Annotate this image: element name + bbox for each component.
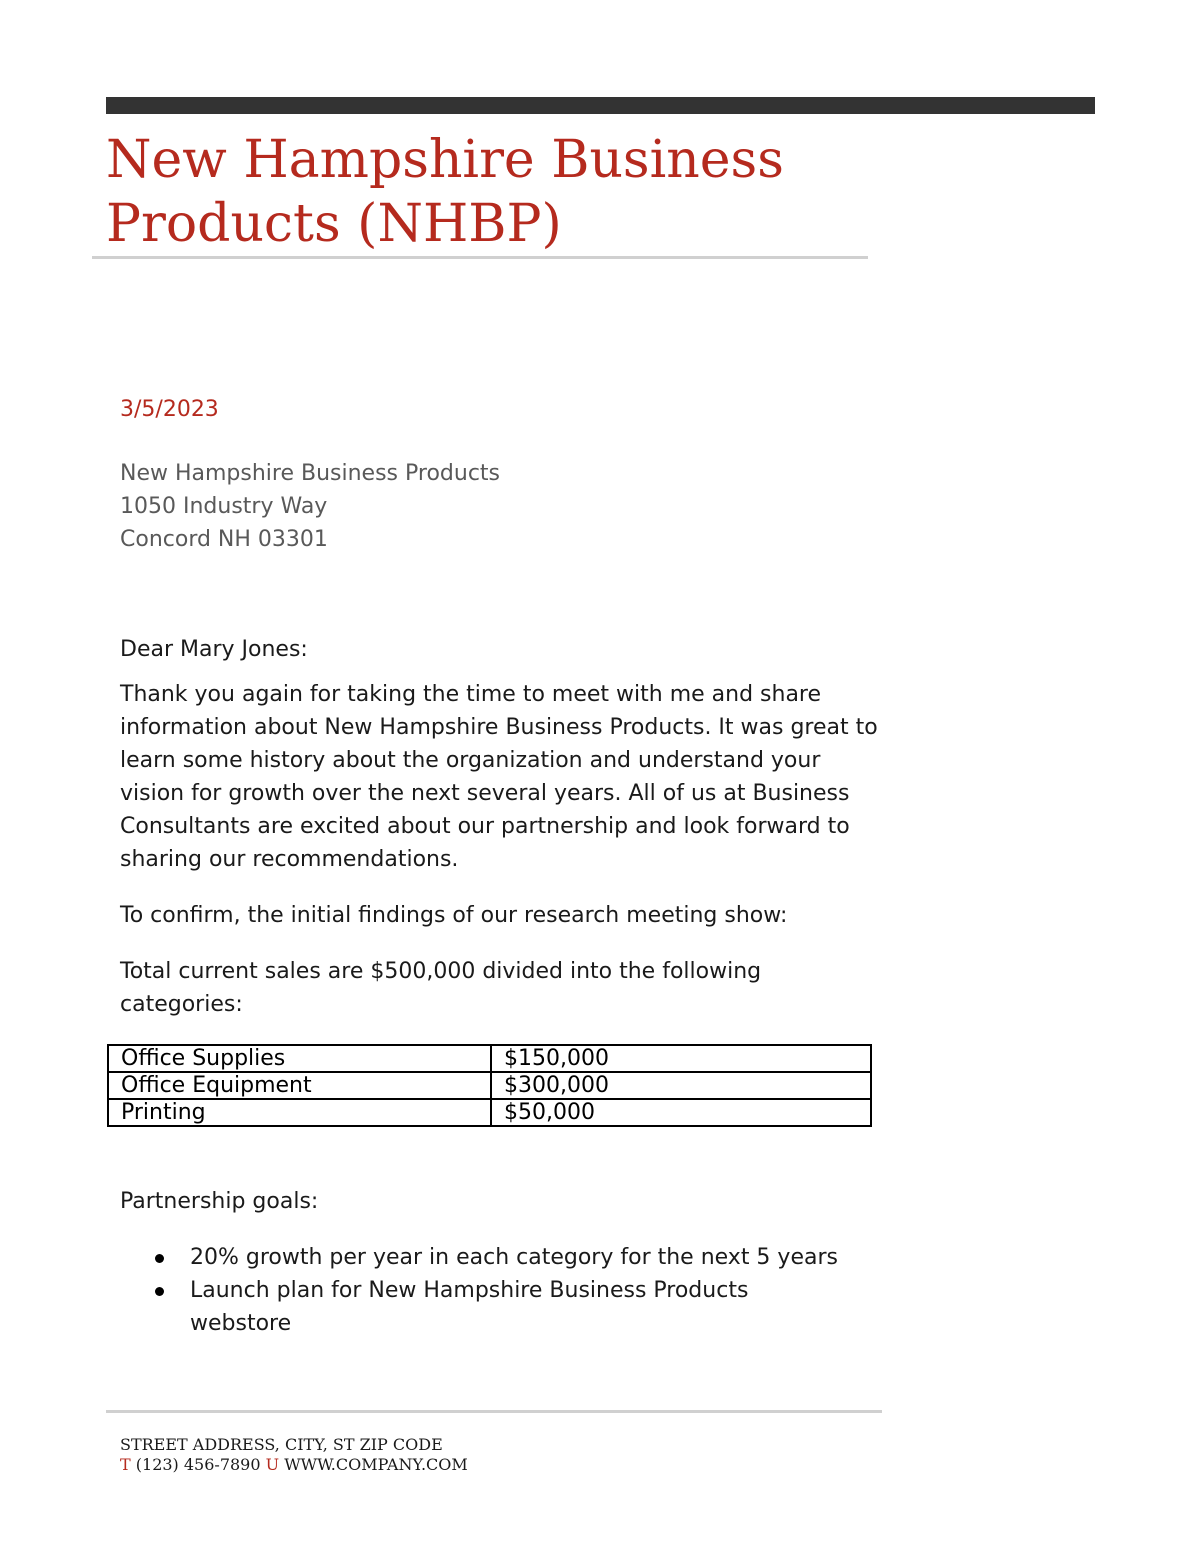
salutation: Dear Mary Jones: (120, 637, 308, 662)
footer (120, 1435, 468, 1475)
letter-date: 3/5/2023 (120, 397, 219, 422)
category-cell: Printing (108, 1099, 491, 1126)
recipient-city-line: Concord NH 03301 (120, 527, 328, 552)
footer-website: WWW.COMPANY.COM (284, 1455, 468, 1474)
goals-list (120, 1241, 840, 1340)
title-divider (92, 256, 868, 259)
footer-phone: (123) 456-7890 (135, 1455, 261, 1474)
findings-paragraph: To confirm, the initial findings of our research meeting show: (120, 903, 788, 928)
table-row (108, 1072, 871, 1099)
category-cell: Office Equipment (108, 1072, 491, 1099)
recipient-name: New Hampshire Business Products (120, 461, 501, 486)
intro-paragraph: Thank you again for taking the time to meet with me and share information about New Hampshire Business Products. It was great to learn some history about the organization and understand your vision for growth over the next several years. All of us at Business Consultants are excited about our partnership and look forward to sharing our recommendations. (120, 682, 878, 872)
recipient-address (120, 457, 500, 556)
footer-divider (106, 1410, 882, 1413)
bullet-icon (155, 1287, 164, 1296)
goals-label: Partnership goals: (120, 1189, 319, 1214)
sales-paragraph: Total current sales are $500,000 divided into the following categories: (120, 959, 762, 1017)
list-item (120, 1241, 840, 1274)
table-row (108, 1099, 871, 1126)
footer-address: STREET ADDRESS, CITY, ST ZIP CODE (120, 1435, 443, 1454)
list-item (120, 1274, 840, 1340)
company-title: New Hampshire Business Products (NHBP) (106, 130, 784, 254)
letterhead-top-bar (106, 97, 1095, 114)
bullet-icon (155, 1254, 164, 1263)
amount-cell: $300,000 (491, 1072, 871, 1099)
amount-cell: $150,000 (491, 1045, 871, 1072)
footer-contact (120, 1455, 468, 1475)
sales-table (107, 1044, 872, 1127)
phone-label: T (120, 1455, 131, 1474)
recipient-street: 1050 Industry Way (120, 494, 328, 519)
amount-cell: $50,000 (491, 1099, 871, 1126)
goal-text: 20% growth per year in each category for the next 5 years (190, 1245, 838, 1270)
goal-text: Launch plan for New Hampshire Business Products webstore (190, 1278, 749, 1336)
web-label: U (265, 1455, 280, 1474)
table-row (108, 1045, 871, 1072)
category-cell: Office Supplies (108, 1045, 491, 1072)
